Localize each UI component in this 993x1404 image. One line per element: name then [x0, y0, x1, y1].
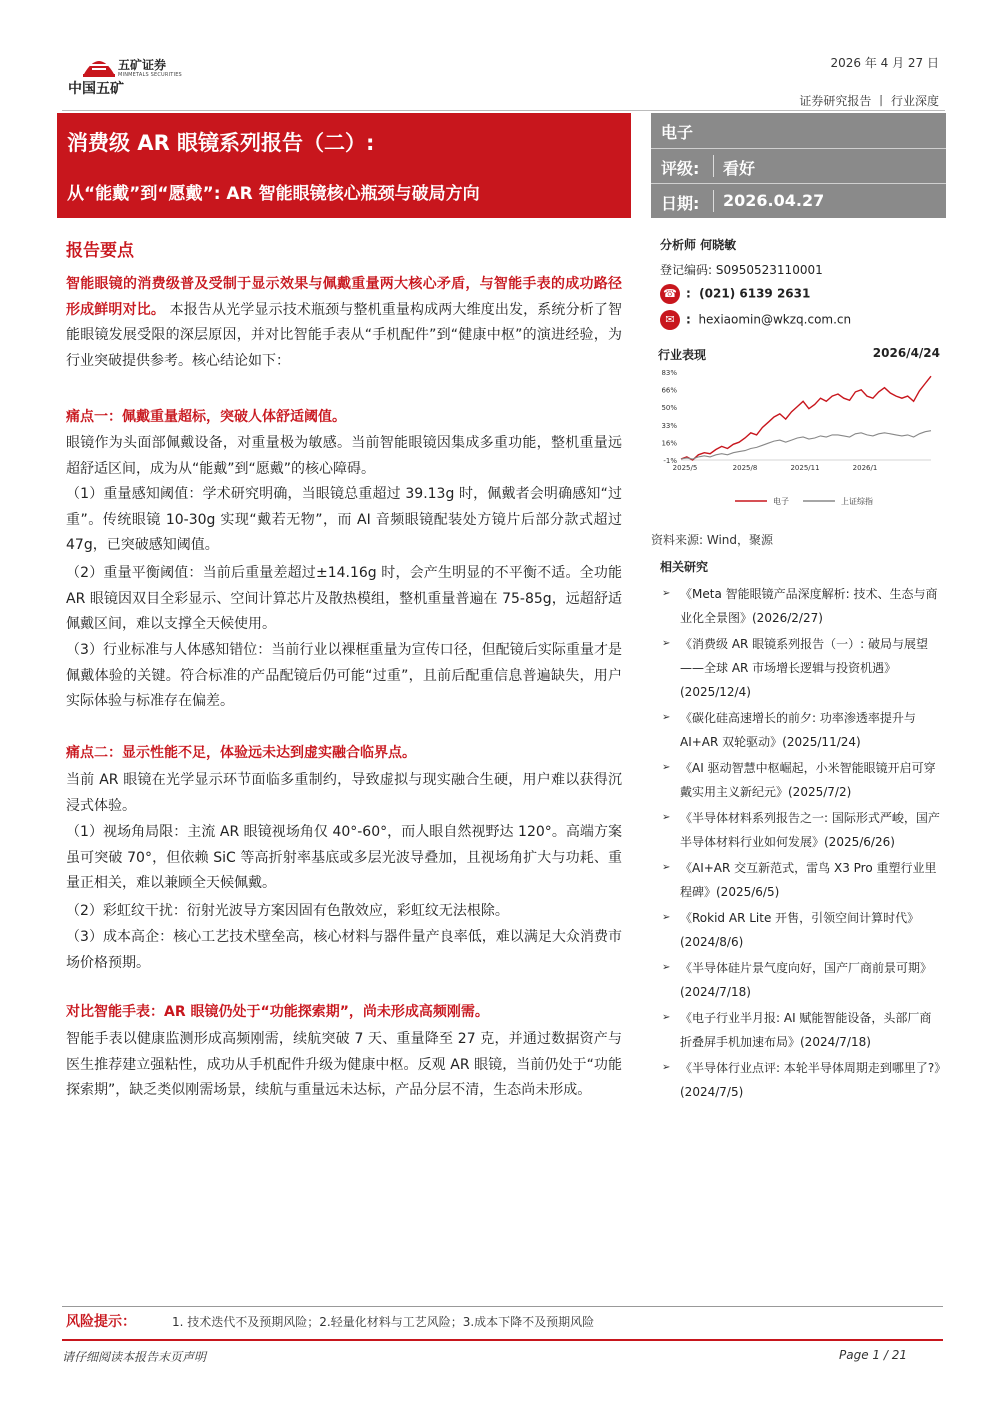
- arrow-bullet-icon: ➢: [662, 762, 671, 773]
- report-date: 2026 年 4 月 27 日: [830, 56, 939, 70]
- arrow-bullet-icon: ➢: [662, 862, 671, 873]
- arrow-bullet-icon: ➢: [662, 812, 671, 823]
- arrow-bullet-icon: ➢: [662, 588, 671, 599]
- y-tick-label: 50%: [661, 404, 677, 413]
- report-category: 证券研究报告 丨 行业深度: [799, 94, 939, 108]
- related-item-text: 《AI+AR 交互新范式，雷鸟 X3 Pro 重塑行业里程碑》(2025/6/5): [680, 861, 937, 899]
- brand-name-en: MINMETALS SECURITIES: [118, 72, 182, 78]
- related-item[interactable]: [662, 806, 942, 854]
- arrow-bullet-icon: ➢: [662, 1062, 671, 1073]
- pain-point-2-item-1: （1）视场角局限：主流 AR 眼镜视场角仅 40°-60°，而人眼自然视野达 120°。高端方案虽可突破 70°，但依赖 SiC 等高折射率基底或多层光波导叠加，且视场角扩大与功耗、重量正相关，难以兼顾全天候佩戴。: [66, 824, 622, 891]
- brand-name: 五矿证券: [118, 58, 167, 72]
- related-item-text: 《AI 驱动智慧中枢崛起，小米智能眼镜开启可穿戴实用主义新纪元》(2025/7/2): [680, 761, 936, 799]
- email-icon: ✉: [660, 310, 680, 330]
- pain-point-2-lead: 当前 AR 眼镜在光学显示环节面临多重制约，导致虚拟与现实融合生硬，用户难以获得沉浸式体验。: [66, 772, 622, 814]
- risk-divider: [62, 1306, 943, 1307]
- x-tick-label: 2026/1: [852, 464, 878, 472]
- report-subtitle: 从“能戴”到“愿戴”: AR 智能眼镜核心瓶颈与破局方向: [67, 184, 480, 204]
- related-item-text: 《Meta 智能眼镜产品深度解析: 技术、生态与商业化全景图》(2026/2/27): [680, 587, 938, 625]
- related-item-text: 《半导体硅片景气度向好，国产厂商前景可期》(2024/7/18): [680, 961, 933, 999]
- arrow-bullet-icon: ➢: [662, 712, 671, 723]
- related-item[interactable]: [662, 706, 942, 754]
- phone-colon: :: [686, 286, 691, 301]
- performance-date: 2026/4/24: [872, 346, 940, 360]
- related-item-text: 《半导体行业点评: 本轮半导体周期走到哪里了?》(2024/7/5): [680, 1061, 941, 1099]
- pain-point-1-item-2: （2）重量平衡阈值：当前后重量差超过±14.16g 时，会产生明显的不平衡不适。全功能 AR 眼镜因双目全彩显示、空间计算芯片及散热模组，整机重量普遍在 75-85g，远超舒适佩戴区间，难以支撑全天候使用。: [66, 565, 622, 632]
- pain-point-1-lead: 眼镜作为头面部佩戴设备，对重量极为敏感。当前智能眼镜因集成多重功能，整机重量远超舒适区间，成为从“能戴”到“愿戴”的核心障碍。: [66, 435, 622, 477]
- performance-title: 行业表现: [658, 348, 707, 362]
- related-item[interactable]: [662, 582, 942, 630]
- comparison-text: 智能手表以健康监测形成高频刚需，续航突破 7 天、重量降至 27 克，并通过数据资产与医生推荐建立强粘性，成功从手机配件升级为健康中枢。反观 AR 眼镜，当前仍处于“功能探索期”，缺乏类似刚需场景，续航与重量远未达标，产品分层不清，生态尚未形成。: [66, 1031, 622, 1098]
- related-item[interactable]: [662, 856, 942, 904]
- related-list: [662, 582, 942, 1106]
- y-tick-label: 16%: [661, 439, 677, 448]
- pain-point-1-item-3: （3）行业标准与人体感知错位：当前行业以裸框重量为宣传口径，但配镜后实际重量才是佩戴体验的关键。符合标准的产品配镜后仍可能“过重”，且前后配重信息普遍缺失，用户实际体验与标准存在偏差。: [66, 642, 622, 709]
- performance-header: [658, 346, 940, 363]
- company-logo: [62, 44, 222, 100]
- analyst-reg: 登记编码: S0950523110001: [660, 263, 823, 277]
- arrow-bullet-icon: ➢: [662, 638, 671, 649]
- x-tick-label: 2025/8: [732, 464, 758, 472]
- arrow-bullet-icon: ➢: [662, 962, 671, 973]
- phone-icon: ☎: [660, 284, 680, 304]
- logo-emblem-icon: [80, 44, 118, 78]
- related-item-text: 《碳化硅高速增长的前夕: 功率渗透率提升与 AI+AR 双轮驱动》(2025/11/24): [680, 711, 916, 749]
- footer-disclaimer: 请仔细阅读本报告末页声明: [62, 1350, 207, 1364]
- sector-label: 电子: [661, 123, 694, 142]
- series-line: [681, 431, 931, 459]
- analyst-email-row: [660, 310, 950, 330]
- page-number: Page 1 / 21: [839, 1348, 907, 1362]
- rating-separator: [713, 155, 714, 177]
- related-title: 相关研究: [660, 560, 709, 574]
- analyst-name: 分析师 何晓敏: [660, 238, 737, 252]
- arrow-bullet-icon: ➢: [662, 1012, 671, 1023]
- related-item[interactable]: [662, 1006, 942, 1054]
- pain-point-1-title: 痛点一：佩戴重量超标，突破人体舒适阈值。: [66, 409, 346, 425]
- legend-label: 电子: [773, 497, 789, 506]
- y-tick-label: -1%: [663, 457, 677, 465]
- intro-paragraph: [66, 272, 622, 374]
- related-item[interactable]: [662, 1056, 942, 1104]
- risk-text: 1. 技术迭代不及预期风险；2.轻量化材料与工艺风险；3.成本下降不及预期风险: [172, 1315, 595, 1329]
- y-tick-label: 33%: [661, 421, 677, 430]
- date-separator: [713, 190, 714, 212]
- chart-source: 资料来源: Wind，聚源: [651, 533, 774, 547]
- header-divider: [62, 110, 945, 111]
- series-line: [681, 376, 931, 460]
- risk-label: 风险提示：: [66, 1314, 136, 1330]
- rating-value: 看好: [723, 159, 756, 178]
- y-tick-label: 66%: [661, 386, 677, 395]
- sector-row: [651, 113, 946, 147]
- related-item-text: 《电子行业半月报: AI 赋能智能设备，头部厂商折叠屏手机加速布局》(2024/7/18): [680, 1011, 932, 1049]
- x-tick-label: 2025/11: [790, 464, 820, 472]
- intro-lead: 智能眼镜的消费级普及受制于显示效果与佩戴重量两大核心矛盾，与智能手表的成功路径形成鲜明对比。: [66, 276, 622, 318]
- performance-chart: [651, 362, 946, 514]
- intro-text: 本报告从光学显示技术瓶颈与整机重量构成两大维度出发，系统分析了智能眼镜发展受限的深层原因，并对比智能手表从“手机配件”到“健康中枢”的演进经验，为行业突破提供参考。核心结论如下：: [66, 301, 622, 369]
- date-label: 日期:: [661, 194, 700, 213]
- pain-point-2-title: 痛点二：显示性能不足，体验远未达到虚实融合临界点。: [66, 745, 416, 761]
- x-tick-label: 2025/5: [672, 464, 698, 472]
- title-banner: [57, 113, 631, 218]
- date-value: 2026.04.27: [723, 191, 825, 210]
- rating-row: [651, 149, 946, 183]
- related-item[interactable]: [662, 906, 942, 954]
- analyst-phone-row: [660, 284, 950, 304]
- pain-point-2-item-3: （3）成本高企：核心工艺技术壁垒高，核心材料与器件量产良率低，难以满足大众消费市场价格预期。: [66, 929, 622, 971]
- analyst-phone: (021) 6139 2631: [699, 286, 811, 301]
- legend-label: 上证综指: [841, 497, 873, 506]
- related-item[interactable]: [662, 756, 942, 804]
- email-colon: :: [686, 312, 691, 327]
- rating-box: [651, 113, 946, 218]
- related-item[interactable]: [662, 956, 942, 1004]
- related-item-text: 《Rokid AR Lite 开售，引领空间计算时代》(2024/8/6): [680, 911, 920, 949]
- pain-point-2-item-2: （2）彩虹纹干扰：衍射光波导方案因固有色散效应，彩虹纹无法根除。: [66, 903, 509, 919]
- analyst-email[interactable]: hexiaomin@wkzq.com.cn: [698, 312, 852, 327]
- date-row: [651, 184, 946, 218]
- related-item-text: 《半导体材料系列报告之一: 国际形式严峻，国产半导体材料行业如何发展》(2025/6/26): [680, 811, 940, 849]
- rating-label: 评级:: [661, 159, 700, 178]
- y-tick-label: 83%: [661, 369, 677, 377]
- section-title: 报告要点: [66, 241, 134, 261]
- footer-divider: [62, 1339, 943, 1341]
- report-title: 消费级 AR 眼镜系列报告（二）:: [67, 131, 375, 155]
- logo-text-cn: 中国五矿: [68, 81, 124, 97]
- pain-point-1-item-1: （1）重量感知阈值：学术研究明确，当眼镜总重超过 39.13g 时，佩戴者会明确感知“过重”。传统眼镜 10-30g 实现“戴若无物”，而 AI 音频眼镜配装处方镜片后部分款式超过 47g，已突破感知阈值。: [66, 486, 622, 553]
- related-item-text: 《消费级 AR 眼镜系列报告（一）: 破局与展望——全球 AR 市场增长逻辑与投资机遇》(2025/12/4): [680, 637, 929, 699]
- arrow-bullet-icon: ➢: [662, 912, 671, 923]
- performance-chart-svg: [651, 362, 946, 514]
- related-item[interactable]: [662, 632, 942, 704]
- comparison-title: 对比智能手表：AR 眼镜仍处于“功能探索期”，尚未形成高频刚需。: [66, 1004, 489, 1020]
